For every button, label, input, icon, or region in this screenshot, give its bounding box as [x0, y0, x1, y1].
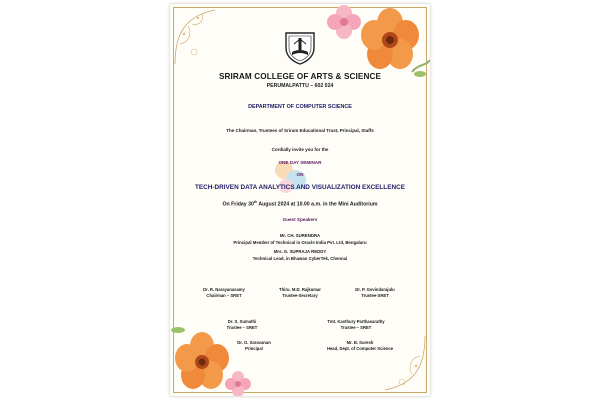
signatory — [192, 319, 292, 331]
signatory — [310, 340, 410, 352]
invitation-card — [170, 4, 430, 396]
signatory-role: Head, Dept. of Computer Science — [326, 346, 394, 351]
speaker-name: Mr. CH. SURENDRA — [279, 233, 321, 238]
signatory — [306, 319, 406, 331]
signatory — [325, 287, 425, 299]
signatory-name: Tmt. Kasthury Parthasarathy — [327, 319, 385, 324]
signatory-name: Thiru. M.D. Rajkumar — [279, 287, 321, 292]
signatory-role: Trustee-Secretary — [282, 293, 318, 298]
signatory-role: Trustee-SRET — [361, 293, 389, 298]
seminar-label: ONE DAY SEMINAR — [278, 160, 322, 165]
signatory-role: Trustee – SRET — [340, 325, 372, 330]
hosts-line: The Chairman, Trustees of Sriram Educational Trust, Principal, Staffs — [226, 128, 374, 133]
date-rest: August 2024 at 10.00 a.m. in the Mini Auditorium — [257, 201, 378, 208]
corner-flourish-icon — [360, 326, 430, 396]
college-crest-icon — [282, 30, 318, 66]
department-name: DEPARTMENT OF COMPUTER SCIENCE — [248, 104, 352, 110]
corner-flourish-icon — [170, 4, 240, 74]
guest-speakers-heading: Guest Speakers — [282, 217, 318, 222]
on-label: ON — [296, 172, 304, 177]
seminar-title: TECH-DRIVEN DATA ANALYTICS AND VISUALIZATION EXCELLENCE — [195, 184, 405, 191]
signatory-name: Dr. P. Govindarajulu — [355, 287, 395, 292]
signatory-name: Dr. R. Narayanasamy — [203, 287, 245, 292]
college-address: PERUMALPATTU – 602 024 — [266, 83, 334, 89]
signatory-name: Dr. O. Saravanan — [237, 340, 271, 345]
invite-line: Cordially invite you for the — [271, 147, 329, 152]
speaker-role: Principal Member of Technical in Oracle India Pvt. Ltd, Bengaluru — [233, 240, 367, 245]
speaker-role: Technical Lead, in Bhawan CyberTek, Chennai — [252, 256, 348, 261]
signatory-name: Mr. B. Suresh — [346, 340, 374, 345]
event-date — [170, 200, 430, 208]
speaker-name: Mrs. G. SUPRAJA REDDY — [273, 249, 327, 254]
college-name: SRIRAM COLLEGE OF ARTS & SCIENCE — [218, 72, 382, 81]
date-suffix-ordinal: th — [253, 200, 258, 204]
date-prefix: On Friday 30 — [222, 201, 254, 208]
signatory-name: Dr. S. Sumathi — [227, 319, 257, 324]
signatory-role: Chairman – SRET — [206, 293, 242, 298]
signatory-role: Principal — [245, 346, 263, 351]
signatory-role: Trustee – SRET — [226, 325, 258, 330]
signatory — [204, 340, 304, 352]
